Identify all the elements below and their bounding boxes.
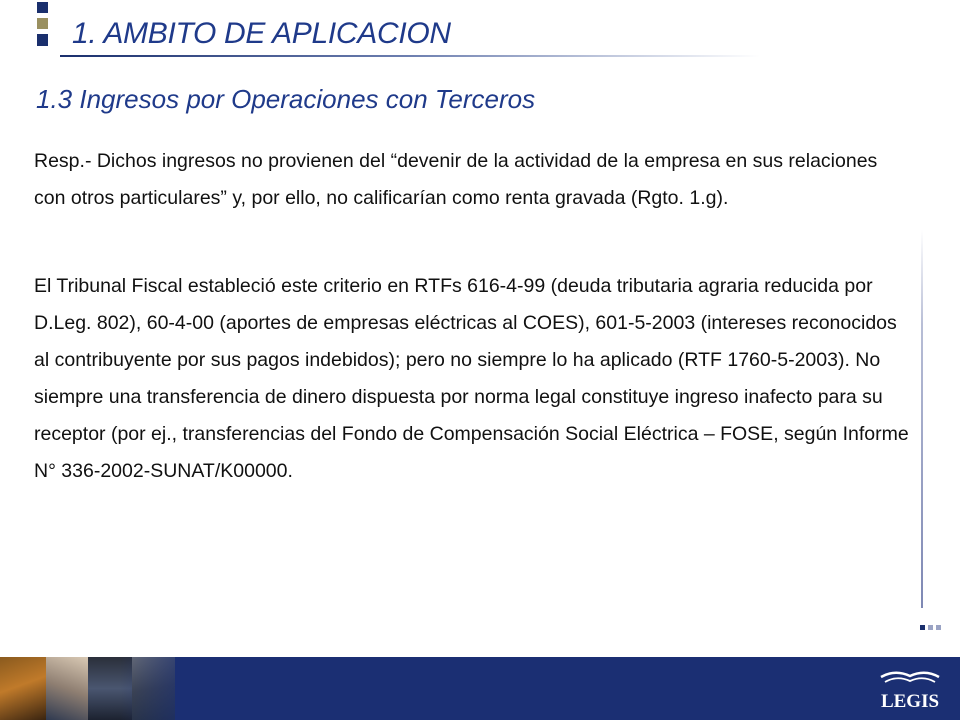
decor-square-top <box>37 2 48 13</box>
decor-square-middle <box>37 18 48 29</box>
legis-logo <box>871 663 949 715</box>
slide-title: 1. AMBITO DE APLICACION <box>72 17 451 50</box>
corner-dot <box>936 625 941 630</box>
corner-dot <box>920 625 925 630</box>
stethoscope-photo <box>46 657 88 720</box>
logo-book-arc <box>885 678 935 682</box>
paragraph-response: Resp.- Dichos ingresos no provienen del “devenir de la actividad de la empresa en sus relaciones con otros particulares” y, por ello, no calificarían como renta gravada (Rgto. 1.g). <box>34 150 878 209</box>
logo-book-arc <box>881 673 939 677</box>
logo-text: LEGIS <box>880 691 940 712</box>
right-vertical-rule <box>921 230 923 608</box>
paragraph-tribunal: El Tribunal Fiscal estableció este criterio en RTFs 616-4-99 (deuda tributaria agraria reducida por D.Leg. 802), 60-4-00 (aportes de empresas eléctricas al COES), 601-5-2003 (intereses reconocidos al contribuyente por sus pagos indebidos); pero no siempre lo ha aplicado (RTF 1760-5-2003). No siempre una transferencia de dinero dispuesta por norma legal constituye ingreso inafecto para su receptor (por ej., transferencias del Fondo de Compensación Social Eléctrica – FOSE, según Informe N° 336-2002-SUNAT/K00000. <box>34 275 909 482</box>
section-subtitle: 1.3 Ingresos por Operaciones con Terceros <box>36 84 536 114</box>
photo-fade <box>120 657 210 720</box>
corner-dot <box>928 625 933 630</box>
corner-dots <box>920 617 944 635</box>
oil-field-photo <box>0 657 46 720</box>
title-underline <box>60 55 760 57</box>
decor-square-bottom <box>37 34 48 46</box>
